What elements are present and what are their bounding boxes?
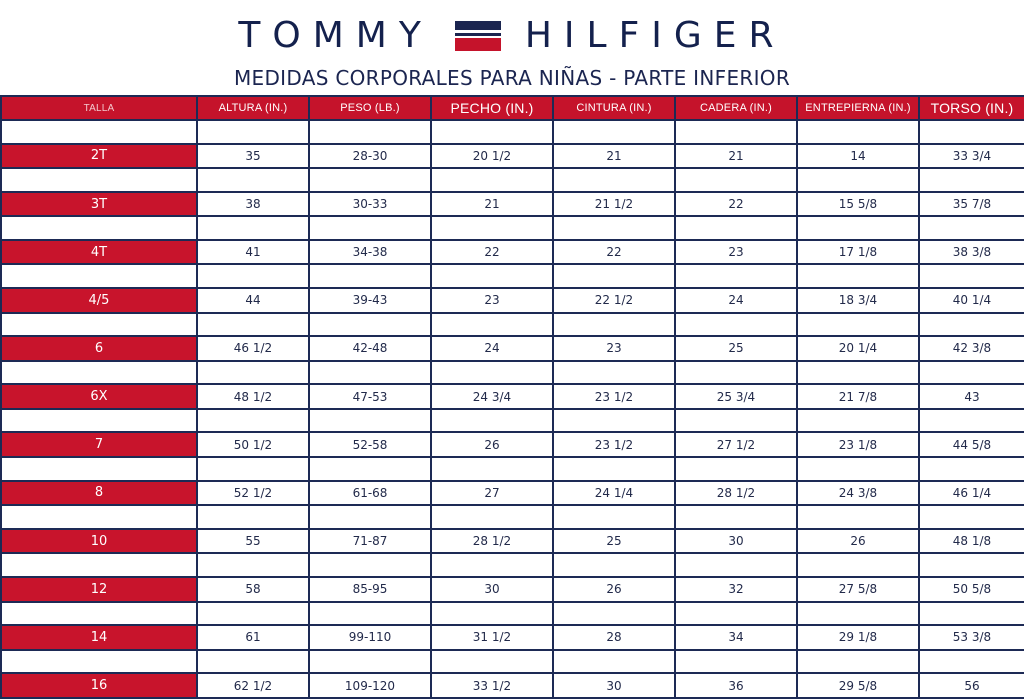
measurement-cell: 30 [553, 673, 675, 698]
spacer-cell [675, 168, 797, 192]
spacer-cell [797, 264, 919, 288]
measurement-cell: 24 3/4 [431, 384, 553, 409]
measurement-cell: 24 [675, 288, 797, 313]
spacer-cell [309, 168, 431, 192]
measurement-cell: 15 5/8 [797, 192, 919, 217]
table-row [1, 336, 1024, 361]
spacer-cell [197, 313, 309, 337]
size-label-cell: 3T [1, 192, 197, 217]
measurement-cell: 33 1/2 [431, 673, 553, 698]
table-row [1, 529, 1024, 554]
measurement-cell: 26 [553, 577, 675, 602]
measurement-cell: 30 [431, 577, 553, 602]
measurement-cell: 58 [197, 577, 309, 602]
size-label-cell: 4/5 [1, 288, 197, 313]
spacer-row [1, 361, 1024, 385]
spacer-cell [1, 168, 197, 192]
table-body [1, 120, 1024, 698]
measurement-cell: 44 [197, 288, 309, 313]
spacer-cell [309, 264, 431, 288]
spacer-cell [431, 457, 553, 481]
measurement-cell: 44 5/8 [919, 432, 1024, 457]
measurement-cell: 40 1/4 [919, 288, 1024, 313]
measurement-cell: 71-87 [309, 529, 431, 554]
measurement-cell: 85-95 [309, 577, 431, 602]
measurement-cell: 24 3/8 [797, 481, 919, 506]
measurement-cell: 55 [197, 529, 309, 554]
spacer-cell [675, 457, 797, 481]
measurement-cell: 22 [553, 240, 675, 265]
measurement-cell: 46 1/4 [919, 481, 1024, 506]
measurement-cell: 17 1/8 [797, 240, 919, 265]
spacer-cell [1, 409, 197, 433]
spacer-cell [553, 313, 675, 337]
spacer-cell [675, 505, 797, 529]
spacer-cell [197, 553, 309, 577]
spacer-cell [797, 409, 919, 433]
measurement-cell: 28-30 [309, 144, 431, 169]
measurement-cell: 20 1/4 [797, 336, 919, 361]
size-label-cell: 7 [1, 432, 197, 457]
spacer-cell [675, 313, 797, 337]
measurement-cell: 99-110 [309, 625, 431, 650]
header-pecho: PECHO (IN.) [431, 96, 553, 120]
measurement-cell: 28 1/2 [431, 529, 553, 554]
measurement-cell: 25 [553, 529, 675, 554]
spacer-cell [919, 457, 1024, 481]
measurement-cell: 61 [197, 625, 309, 650]
measurement-cell: 56 [919, 673, 1024, 698]
spacer-cell [431, 361, 553, 385]
spacer-cell [431, 216, 553, 240]
spacer-cell [431, 120, 553, 144]
measurement-cell: 24 [431, 336, 553, 361]
spacer-cell [309, 602, 431, 626]
size-label-cell: 4T [1, 240, 197, 265]
table-header [1, 96, 1024, 120]
measurement-cell: 27 5/8 [797, 577, 919, 602]
spacer-cell [675, 602, 797, 626]
measurement-cell: 62 1/2 [197, 673, 309, 698]
measurement-cell: 35 7/8 [919, 192, 1024, 217]
header-altura: ALTURA (IN.) [197, 96, 309, 120]
spacer-cell [431, 602, 553, 626]
measurement-cell: 23 1/8 [797, 432, 919, 457]
spacer-cell [1, 553, 197, 577]
spacer-cell [197, 602, 309, 626]
size-label-cell: 6X [1, 384, 197, 409]
header-torso: TORSO (IN.) [919, 96, 1024, 120]
header-peso: PESO (LB.) [309, 96, 431, 120]
measurement-cell: 42-48 [309, 336, 431, 361]
measurement-cell: 22 [431, 240, 553, 265]
spacer-cell [797, 505, 919, 529]
spacer-cell [919, 313, 1024, 337]
header-entrepierna: ENTREPIERNA (IN.) [797, 96, 919, 120]
spacer-cell [309, 553, 431, 577]
spacer-cell [1, 505, 197, 529]
spacer-cell [197, 457, 309, 481]
spacer-cell [675, 409, 797, 433]
spacer-cell [797, 120, 919, 144]
spacer-cell [309, 409, 431, 433]
brand-word-left: TOMMY [238, 15, 433, 56]
spacer-cell [919, 361, 1024, 385]
measurement-cell: 48 1/8 [919, 529, 1024, 554]
spacer-cell [197, 216, 309, 240]
table-row [1, 481, 1024, 506]
size-label-cell: 2T [1, 144, 197, 169]
spacer-cell [197, 409, 309, 433]
spacer-cell [675, 264, 797, 288]
spacer-cell [431, 505, 553, 529]
spacer-cell [197, 264, 309, 288]
table-row [1, 384, 1024, 409]
table-row [1, 240, 1024, 265]
measurement-cell: 20 1/2 [431, 144, 553, 169]
spacer-cell [797, 168, 919, 192]
measurement-cell: 38 3/8 [919, 240, 1024, 265]
size-label-cell: 12 [1, 577, 197, 602]
size-label-cell: 6 [1, 336, 197, 361]
chart-subtitle: MEDIDAS CORPORALES PARA NIÑAS - PARTE INFERIOR [233, 66, 791, 90]
measurement-cell: 25 [675, 336, 797, 361]
measurement-cell: 21 [675, 144, 797, 169]
spacer-row [1, 602, 1024, 626]
measurement-cell: 28 1/2 [675, 481, 797, 506]
measurement-cell: 31 1/2 [431, 625, 553, 650]
spacer-row [1, 650, 1024, 674]
spacer-cell [309, 216, 431, 240]
spacer-cell [553, 505, 675, 529]
measurement-cell: 26 [797, 529, 919, 554]
spacer-cell [553, 650, 675, 674]
measurement-cell: 26 [431, 432, 553, 457]
spacer-cell [675, 216, 797, 240]
spacer-cell [1, 361, 197, 385]
measurement-cell: 38 [197, 192, 309, 217]
measurement-cell: 43 [919, 384, 1024, 409]
spacer-cell [553, 457, 675, 481]
measurement-cell: 23 1/2 [553, 432, 675, 457]
spacer-cell [197, 120, 309, 144]
tommy-flag-icon [455, 21, 501, 51]
measurement-cell: 39-43 [309, 288, 431, 313]
size-chart-table [0, 95, 1024, 699]
spacer-cell [309, 313, 431, 337]
spacer-cell [431, 313, 553, 337]
measurement-cell: 33 3/4 [919, 144, 1024, 169]
spacer-row [1, 168, 1024, 192]
spacer-cell [553, 602, 675, 626]
measurement-cell: 61-68 [309, 481, 431, 506]
measurement-cell: 30 [675, 529, 797, 554]
spacer-cell [431, 264, 553, 288]
measurement-cell: 36 [675, 673, 797, 698]
measurement-cell: 18 3/4 [797, 288, 919, 313]
spacer-row [1, 409, 1024, 433]
table-row [1, 673, 1024, 698]
spacer-cell [797, 361, 919, 385]
measurement-cell: 27 1/2 [675, 432, 797, 457]
spacer-cell [797, 553, 919, 577]
header-row [1, 96, 1024, 120]
spacer-cell [431, 409, 553, 433]
header-talla: TALLA [1, 96, 197, 120]
spacer-cell [675, 650, 797, 674]
spacer-cell [797, 602, 919, 626]
spacer-cell [797, 650, 919, 674]
spacer-cell [197, 505, 309, 529]
spacer-cell [919, 264, 1024, 288]
spacer-cell [1, 120, 197, 144]
table-row [1, 432, 1024, 457]
measurement-cell: 23 [431, 288, 553, 313]
measurement-cell: 41 [197, 240, 309, 265]
spacer-cell [919, 602, 1024, 626]
brand-header [0, 14, 1024, 58]
spacer-cell [309, 361, 431, 385]
measurement-cell: 22 [675, 192, 797, 217]
measurement-cell: 50 5/8 [919, 577, 1024, 602]
measurement-cell: 29 1/8 [797, 625, 919, 650]
measurement-cell: 52 1/2 [197, 481, 309, 506]
header-cintura: CINTURA (IN.) [553, 96, 675, 120]
measurement-cell: 52-58 [309, 432, 431, 457]
spacer-cell [553, 264, 675, 288]
spacer-row [1, 505, 1024, 529]
size-label-cell: 16 [1, 673, 197, 698]
spacer-row [1, 313, 1024, 337]
size-label-cell: 8 [1, 481, 197, 506]
spacer-cell [431, 168, 553, 192]
measurement-cell: 53 3/8 [919, 625, 1024, 650]
measurement-cell: 14 [797, 144, 919, 169]
spacer-cell [675, 361, 797, 385]
measurement-cell: 34 [675, 625, 797, 650]
measurement-cell: 35 [197, 144, 309, 169]
measurement-cell: 34-38 [309, 240, 431, 265]
spacer-cell [553, 553, 675, 577]
measurement-cell: 23 [553, 336, 675, 361]
measurement-cell: 109-120 [309, 673, 431, 698]
measurement-cell: 29 5/8 [797, 673, 919, 698]
spacer-cell [1, 650, 197, 674]
spacer-cell [553, 361, 675, 385]
spacer-cell [431, 650, 553, 674]
spacer-cell [675, 553, 797, 577]
spacer-cell [797, 216, 919, 240]
spacer-row [1, 553, 1024, 577]
size-label-cell: 10 [1, 529, 197, 554]
spacer-cell [1, 264, 197, 288]
measurement-cell: 48 1/2 [197, 384, 309, 409]
measurement-cell: 30-33 [309, 192, 431, 217]
measurement-cell: 42 3/8 [919, 336, 1024, 361]
measurement-cell: 46 1/2 [197, 336, 309, 361]
spacer-cell [197, 168, 309, 192]
spacer-cell [1, 602, 197, 626]
table-row [1, 625, 1024, 650]
table-row [1, 288, 1024, 313]
header-cadera: CADERA (IN.) [675, 96, 797, 120]
spacer-cell [197, 361, 309, 385]
spacer-cell [919, 553, 1024, 577]
spacer-cell [1, 313, 197, 337]
spacer-cell [919, 120, 1024, 144]
spacer-cell [1, 216, 197, 240]
spacer-cell [309, 457, 431, 481]
spacer-cell [797, 457, 919, 481]
measurement-cell: 21 1/2 [553, 192, 675, 217]
table-row [1, 192, 1024, 217]
spacer-row [1, 216, 1024, 240]
measurement-cell: 22 1/2 [553, 288, 675, 313]
spacer-cell [919, 216, 1024, 240]
spacer-cell [309, 505, 431, 529]
spacer-row [1, 120, 1024, 144]
table-row [1, 144, 1024, 169]
measurement-cell: 32 [675, 577, 797, 602]
size-label-cell: 14 [1, 625, 197, 650]
measurement-cell: 24 1/4 [553, 481, 675, 506]
measurement-cell: 21 [431, 192, 553, 217]
measurement-cell: 21 [553, 144, 675, 169]
measurement-cell: 21 7/8 [797, 384, 919, 409]
spacer-cell [309, 120, 431, 144]
spacer-cell [919, 650, 1024, 674]
spacer-cell [431, 553, 553, 577]
spacer-cell [675, 120, 797, 144]
spacer-cell [797, 313, 919, 337]
spacer-cell [197, 650, 309, 674]
spacer-cell [1, 457, 197, 481]
spacer-cell [553, 168, 675, 192]
spacer-row [1, 457, 1024, 481]
measurement-cell: 23 [675, 240, 797, 265]
spacer-cell [919, 409, 1024, 433]
spacer-cell [919, 505, 1024, 529]
measurement-cell: 47-53 [309, 384, 431, 409]
brand-word-right: HILFIGER [524, 15, 786, 56]
spacer-row [1, 264, 1024, 288]
spacer-cell [919, 168, 1024, 192]
spacer-cell [553, 120, 675, 144]
measurement-cell: 25 3/4 [675, 384, 797, 409]
measurement-cell: 50 1/2 [197, 432, 309, 457]
spacer-cell [309, 650, 431, 674]
measurement-cell: 28 [553, 625, 675, 650]
spacer-cell [553, 409, 675, 433]
spacer-cell [553, 216, 675, 240]
table-row [1, 577, 1024, 602]
measurement-cell: 23 1/2 [553, 384, 675, 409]
measurement-cell: 27 [431, 481, 553, 506]
